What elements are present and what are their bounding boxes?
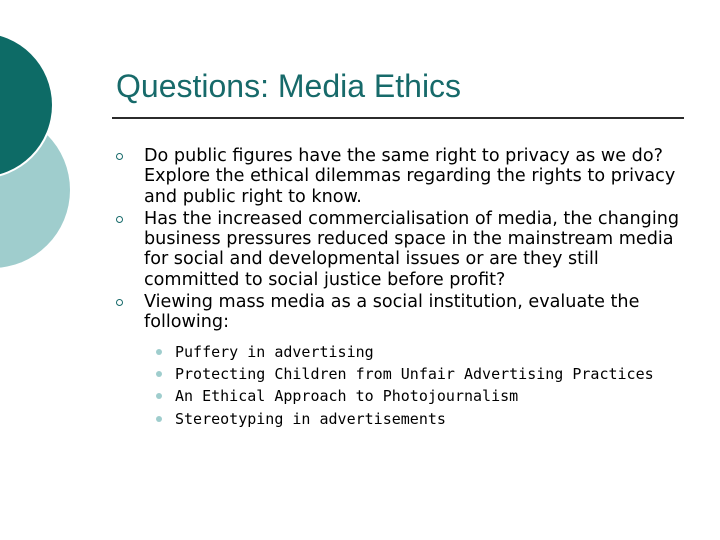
filled-dot-bullet-icon — [156, 371, 162, 377]
sub-bullet-item — [144, 385, 694, 407]
bullet-text: Viewing mass media as a social institution, evaluate the following: — [144, 292, 640, 333]
sub-bullet-item — [144, 363, 694, 385]
bullet-item — [114, 292, 694, 430]
sub-bullet-text: Stereotyping in advertisements — [175, 409, 446, 428]
bullet-item — [114, 146, 694, 207]
sub-bullet-item — [144, 341, 694, 363]
bullet-text: Has the increased commercialisation of media, the changing business pressures reduced space in the mainstream media for social and developmental issues or are they still committed to social justice before profit? — [144, 208, 680, 290]
sub-bullet-text: Protecting Children from Unfair Advertising Practices — [175, 364, 654, 383]
slide-title: Questions: Media Ethics — [116, 68, 462, 104]
sub-bullet-text: Puffery in advertising — [175, 342, 374, 361]
bullet-text: Do public figures have the same right to privacy as we do? Explore the ethical dilemmas regarding the rights to privacy and public right to know. — [144, 146, 676, 207]
bullet-item — [114, 209, 694, 290]
hollow-circle-bullet-icon — [116, 299, 123, 306]
hollow-circle-bullet-icon — [116, 216, 123, 223]
decorative-circles — [0, 0, 130, 300]
sub-bullet-item — [144, 408, 694, 430]
filled-dot-bullet-icon — [156, 393, 162, 399]
hollow-circle-bullet-icon — [116, 153, 123, 160]
filled-dot-bullet-icon — [156, 416, 162, 422]
sub-bullet-list — [144, 341, 694, 430]
filled-dot-bullet-icon — [156, 349, 162, 355]
title-divider — [112, 117, 684, 119]
sub-bullet-text: An Ethical Approach to Photojournalism — [175, 387, 519, 406]
bullet-list — [114, 146, 694, 432]
